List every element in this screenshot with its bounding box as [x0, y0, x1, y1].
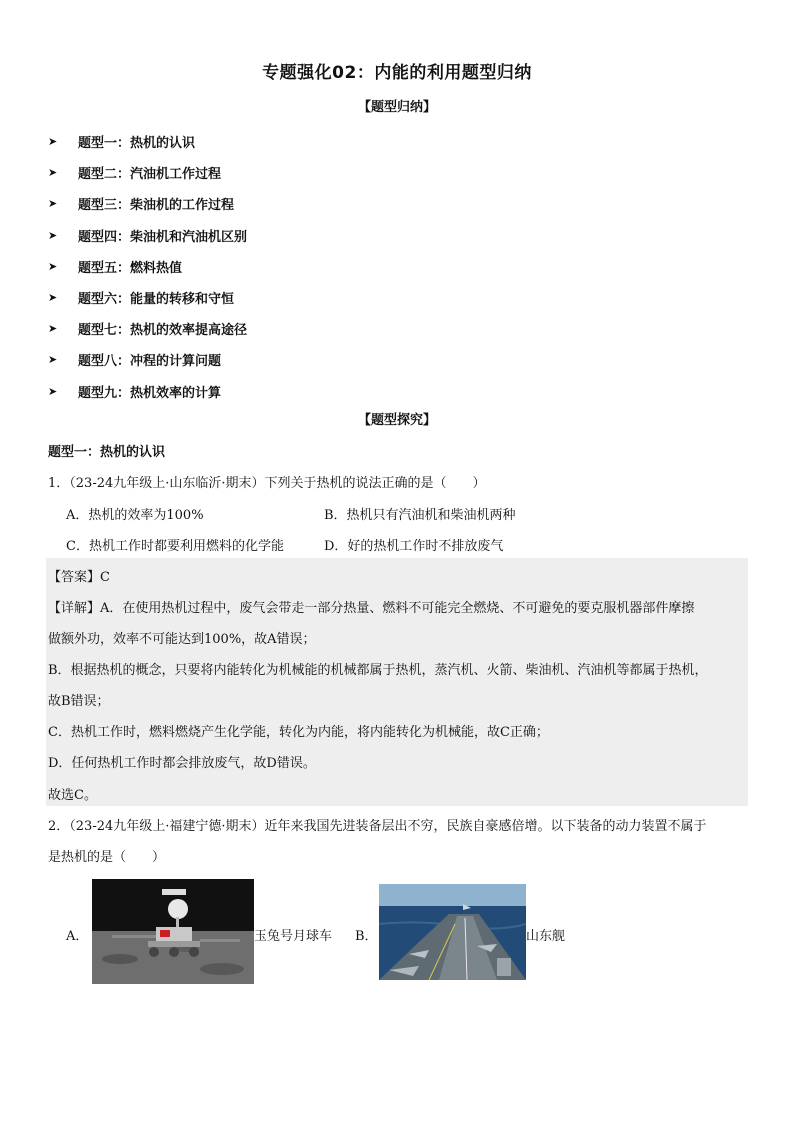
detail-line: D．任何热机工作时都会排放废气，故D错误。	[48, 756, 316, 771]
detail-line: B．根据热机的概念，只要将内能转化为机械能的机械都属于热机，蒸汽机、火箭、柴油机、汽油机等都属于热机，	[48, 663, 708, 678]
question-2-stem: 2．（23-24九年级上·福建宁德·期末）近年来我国先进装备层出不穷，民族自豪感倍增。以下装备的动力装置不属于	[48, 819, 707, 834]
topic-item: ➤ 题型四：柴油机和汽油机区别	[48, 228, 248, 245]
detail-line: 【详解】A．在使用热机过程中，废气会带走一部分热量、燃料不可能完全燃烧、不可避免的要克服机器部件摩擦	[48, 601, 695, 616]
topic-item: ➤ 题型一：热机的认识	[48, 135, 196, 152]
arrow-bullet-icon: ➤	[48, 228, 58, 242]
arrow-bullet-icon: ➤	[48, 135, 58, 149]
question-1-option-a: A．热机的效率为100%	[66, 508, 204, 523]
question-1-option-d: D．好的热机工作时不排放废气	[324, 539, 504, 554]
arrow-bullet-icon: ➤	[48, 322, 58, 336]
topic-item: ➤ 题型五：燃料热值	[48, 259, 183, 276]
arrow-bullet-icon: ➤	[48, 353, 58, 367]
arrow-bullet-icon: ➤	[48, 166, 58, 180]
topic-item: ➤ 题型九：热机效率的计算	[48, 384, 222, 401]
page-title: 专题强化02：内能的利用题型归纳	[262, 63, 532, 83]
question-1-option-c: C．热机工作时都要利用燃料的化学能	[66, 539, 284, 554]
answer-line: 【答案】C	[48, 570, 110, 585]
question-2-option-b-letter: B．	[355, 929, 378, 944]
arrow-bullet-icon: ➤	[48, 291, 58, 305]
detail-line: 故B错误；	[48, 694, 110, 709]
section-1-heading: 题型一：热机的认识	[48, 445, 166, 460]
topic-item: ➤ 题型三：柴油机的工作过程	[48, 197, 235, 214]
question-1-stem: 1．（23-24九年级上·山东临沂·期末）下列关于热机的说法正确的是（ ）	[48, 476, 486, 491]
question-2-stem-cont: 是热机的是（ ）	[48, 850, 166, 865]
arrow-bullet-icon: ➤	[48, 197, 58, 211]
question-2-option-a-label: 玉兔号月球车	[254, 929, 333, 944]
detail-line: 故选C。	[48, 788, 97, 803]
question-1-option-b: B．热机只有汽油机和柴油机两种	[324, 508, 516, 523]
arrow-bullet-icon: ➤	[48, 384, 58, 398]
aircraft-carrier-image	[379, 884, 526, 980]
explore-heading: 【题型探究】	[357, 413, 436, 428]
lunar-rover-image	[92, 879, 254, 984]
summary-heading: 【题型归纳】	[357, 100, 436, 115]
topic-item: ➤ 题型七：热机的效率提高途径	[48, 322, 248, 339]
topic-item: ➤ 题型二：汽油机工作过程	[48, 166, 222, 183]
topic-list	[48, 126, 247, 407]
detail-line: C．热机工作时，燃料燃烧产生化学能，转化为内能，将内能转化为机械能，故C正确；	[48, 725, 549, 740]
question-2-option-a-letter: A．	[66, 929, 89, 944]
detail-line: 做额外功，效率不可能达到100%，故A错误；	[48, 632, 316, 647]
arrow-bullet-icon: ➤	[48, 259, 58, 273]
topic-item: ➤ 题型八：冲程的计算问题	[48, 353, 222, 370]
question-2-option-b-label: 山东舰	[526, 929, 566, 944]
topic-item: ➤ 题型六：能量的转移和守恒	[48, 291, 235, 308]
